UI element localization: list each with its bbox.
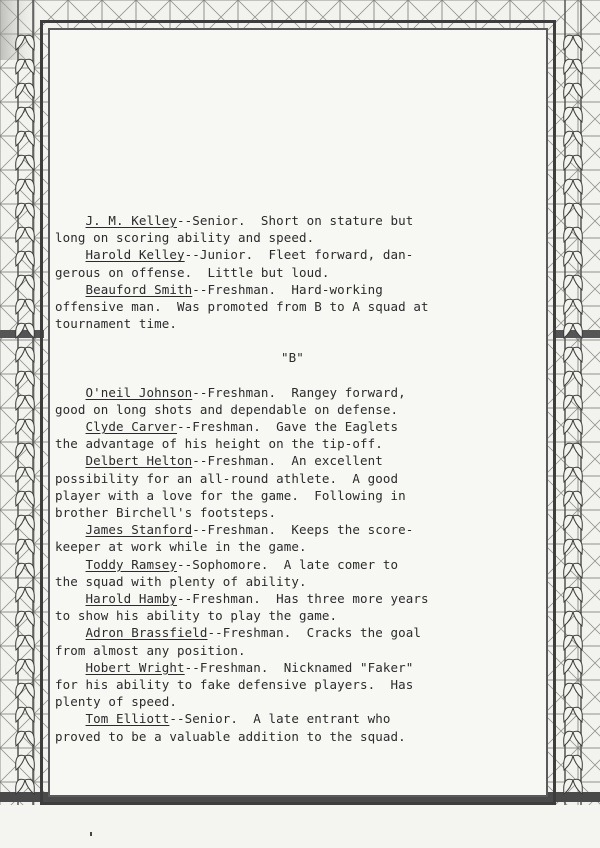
player-description-line: possibility for an all-round athlete. A good xyxy=(55,470,399,486)
leaf-ornament xyxy=(573,491,582,506)
leaf-ornament xyxy=(25,707,34,722)
leaf-ornament xyxy=(16,203,25,218)
player-name: Harold Kelley xyxy=(85,247,185,263)
leaf-ornament xyxy=(16,683,25,698)
player-description: --Senior. A late entrant who xyxy=(169,711,391,727)
player-entry xyxy=(55,212,530,229)
leaf-ornament xyxy=(25,323,34,338)
player-description-line: the advantage of his height on the tip-off. xyxy=(55,436,383,452)
player-description: --Freshman. Rangey forward, xyxy=(192,384,406,400)
leaf-ornament xyxy=(25,371,34,386)
player-name: Toddy Ramsey xyxy=(85,556,178,572)
leaf-ornament xyxy=(25,131,34,146)
leaf-ornament xyxy=(564,155,573,170)
leaf-ornament xyxy=(573,59,582,74)
leaf-ornament xyxy=(25,347,34,362)
leaf-ornament xyxy=(16,659,25,674)
player-entry xyxy=(55,521,530,538)
leaf-ornament xyxy=(564,779,573,794)
leaf-ornament xyxy=(16,83,25,98)
squad-a-list xyxy=(55,212,530,332)
player-description: --Freshman. Has three more years xyxy=(177,591,429,607)
leaf-ornament xyxy=(573,635,582,650)
leaf-ornament xyxy=(16,299,25,314)
leaf-ornament xyxy=(564,683,573,698)
leaf-ornament xyxy=(564,563,573,578)
leaf-ornament xyxy=(564,587,573,602)
player-description-line: long on scoring ability and speed. xyxy=(55,230,315,246)
player-name: Beauford Smith xyxy=(85,281,193,297)
leaf-ornament xyxy=(573,707,582,722)
leaf-ornament xyxy=(564,659,573,674)
leaf-ornament xyxy=(16,275,25,290)
player-entry xyxy=(55,624,530,641)
squad-b-list xyxy=(55,384,530,745)
leaf-ornament xyxy=(564,227,573,242)
leaf-ornament xyxy=(25,683,34,698)
leaf-ornament xyxy=(25,515,34,530)
leaf-ornament xyxy=(564,59,573,74)
player-description-line: from almost any position. xyxy=(55,642,246,658)
leaf-ornament xyxy=(16,563,25,578)
leaf-ornament xyxy=(16,347,25,362)
player-name: Hobert Wright xyxy=(85,659,185,675)
leaf-ornament xyxy=(25,467,34,482)
leaf-ornament xyxy=(25,275,34,290)
leaf-ornament xyxy=(564,83,573,98)
player-description: --Freshman. Nicknamed "Faker" xyxy=(184,659,414,675)
leaf-ornament xyxy=(25,395,34,410)
leaf-ornament xyxy=(16,515,25,530)
leaf-ornament xyxy=(25,731,34,746)
leaf-ornament xyxy=(16,227,25,242)
leaf-ornament xyxy=(573,659,582,674)
scan-mark xyxy=(90,832,92,836)
leaf-ornament xyxy=(564,323,573,338)
leaf-ornament xyxy=(16,107,25,122)
leaf-ornament xyxy=(16,323,25,338)
player-description: --Freshman. Hard-working xyxy=(192,281,383,297)
player-name: Adron Brassfield xyxy=(85,625,208,641)
player-description-line: offensive man. Was promoted from B to A squad at xyxy=(55,299,429,315)
leaf-ornament xyxy=(564,611,573,626)
player-description: --Freshman. Gave the Eaglets xyxy=(177,419,399,435)
player-description-line: proved to be a valuable addition to the squad. xyxy=(55,728,406,744)
leaf-ornament xyxy=(25,635,34,650)
leaf-ornament xyxy=(573,35,582,50)
leaf-ornament xyxy=(16,707,25,722)
player-description-line: tournament time. xyxy=(55,316,178,332)
player-description-line: gerous on offense. Little but loud. xyxy=(55,264,330,280)
leaf-ornament xyxy=(16,443,25,458)
leaf-ornament xyxy=(25,227,34,242)
player-name: J. M. Kelley xyxy=(85,213,178,228)
leaf-ornament xyxy=(25,107,34,122)
leaf-ornament xyxy=(564,107,573,122)
leaf-ornament xyxy=(573,419,582,434)
leaf-ornament xyxy=(25,251,34,266)
leaf-ornament xyxy=(573,131,582,146)
leaf-ornament xyxy=(16,395,25,410)
leaf-ornament xyxy=(573,371,582,386)
leaf-ornament xyxy=(25,587,34,602)
leaf-ornament xyxy=(25,755,34,770)
leaf-ornament xyxy=(25,35,34,50)
leaf-ornament xyxy=(16,635,25,650)
leaf-ornament xyxy=(573,731,582,746)
roster-text xyxy=(55,212,530,745)
player-description-line: for his ability to fake defensive players. Has xyxy=(55,677,414,693)
leaf-ornament xyxy=(564,755,573,770)
leaf-ornament xyxy=(573,107,582,122)
player-name: James Stanford xyxy=(85,522,193,538)
player-description: --Senior. Short on stature but xyxy=(177,213,414,228)
leaf-ornament xyxy=(16,491,25,506)
leaf-ornament xyxy=(573,467,582,482)
leaf-ornament xyxy=(564,251,573,266)
player-description-line: player with a love for the game. Following in xyxy=(55,487,406,503)
leaf-ornament xyxy=(573,611,582,626)
leaf-ornament xyxy=(573,323,582,338)
player-name: Tom Elliott xyxy=(85,711,170,727)
leaf-ornament xyxy=(564,179,573,194)
leaf-ornament xyxy=(573,203,582,218)
leaf-ornament xyxy=(16,179,25,194)
leaf-ornament xyxy=(25,563,34,578)
leaf-ornament xyxy=(25,419,34,434)
player-name: Harold Hamby xyxy=(85,591,178,607)
leaf-ornament xyxy=(564,395,573,410)
leaf-ornament xyxy=(573,587,582,602)
leaf-ornament xyxy=(564,35,573,50)
player-entry xyxy=(55,418,530,435)
leaf-ornament xyxy=(16,371,25,386)
leaf-ornament xyxy=(16,155,25,170)
leaf-ornament xyxy=(25,611,34,626)
leaf-ornament xyxy=(564,515,573,530)
player-description: --Junior. Fleet forward, dan- xyxy=(184,247,414,263)
player-entry xyxy=(55,452,530,469)
section-b-heading: "B" xyxy=(281,350,304,366)
leaf-ornament xyxy=(25,299,34,314)
leaf-ornament xyxy=(573,395,582,410)
leaf-ornament xyxy=(564,275,573,290)
leaf-ornament xyxy=(25,659,34,674)
page-bottom-margin xyxy=(0,805,600,848)
player-entry xyxy=(55,590,530,607)
player-entry xyxy=(55,556,530,573)
player-description-line: good on long shots and dependable on defense. xyxy=(55,401,399,417)
player-entry xyxy=(55,710,530,727)
leaf-ornament xyxy=(564,539,573,554)
leaf-ornament xyxy=(25,179,34,194)
player-entry xyxy=(55,659,530,676)
leaf-ornament xyxy=(573,443,582,458)
leaf-ornament xyxy=(16,731,25,746)
leaf-ornament xyxy=(25,83,34,98)
player-name: O'neil Johnson xyxy=(85,384,193,400)
leaf-ornament xyxy=(573,179,582,194)
player-description: --Freshman. Keeps the score- xyxy=(192,522,414,538)
leaf-ornament xyxy=(25,59,34,74)
player-description-line: to show his ability to play the game. xyxy=(55,608,338,624)
leaf-ornament xyxy=(573,83,582,98)
player-description-line: keeper at work while in the game. xyxy=(55,539,307,555)
leaf-ornament xyxy=(573,683,582,698)
leaf-ornament xyxy=(573,779,582,794)
leaf-ornament xyxy=(573,251,582,266)
player-entry xyxy=(55,384,530,401)
leaf-ornament xyxy=(564,635,573,650)
leaf-ornament xyxy=(564,731,573,746)
leaf-ornament xyxy=(573,755,582,770)
player-description-line: plenty of speed. xyxy=(55,694,178,710)
leaf-ornament xyxy=(25,491,34,506)
player-description: --Sophomore. A late comer to xyxy=(177,556,399,572)
player-name: Delbert Helton xyxy=(85,453,193,469)
leaf-ornament xyxy=(564,371,573,386)
player-description: --Freshman. An excellent xyxy=(192,453,383,469)
leaf-ornament xyxy=(573,563,582,578)
player-description-line: brother Birchell's footsteps. xyxy=(55,505,277,521)
leaf-ornament xyxy=(16,539,25,554)
player-description: --Freshman. Cracks the goal xyxy=(207,625,422,641)
leaf-ornament xyxy=(16,611,25,626)
leaf-ornament xyxy=(564,467,573,482)
leaf-ornament xyxy=(573,347,582,362)
leaf-ornament xyxy=(25,779,34,794)
leaf-ornament xyxy=(564,347,573,362)
leaf-ornament xyxy=(564,707,573,722)
leaf-ornament xyxy=(25,155,34,170)
player-entry xyxy=(55,281,530,298)
player-description-line: the squad with plenty of ability. xyxy=(55,573,307,589)
leaf-ornament xyxy=(573,275,582,290)
leaf-ornament xyxy=(16,587,25,602)
leaf-ornament xyxy=(564,443,573,458)
leaf-ornament xyxy=(16,419,25,434)
leaf-ornament xyxy=(564,203,573,218)
leaf-ornament xyxy=(573,155,582,170)
leaf-ornament xyxy=(16,35,25,50)
leaf-ornament xyxy=(564,299,573,314)
leaf-ornament xyxy=(573,227,582,242)
leaf-ornament xyxy=(16,779,25,794)
leaf-ornament xyxy=(16,467,25,482)
leaf-ornament xyxy=(573,539,582,554)
leaf-ornament xyxy=(564,131,573,146)
leaf-ornament xyxy=(564,491,573,506)
player-entry xyxy=(55,246,530,263)
leaf-ornament xyxy=(25,443,34,458)
leaf-ornament xyxy=(25,539,34,554)
leaf-ornament xyxy=(16,755,25,770)
leaf-ornament xyxy=(573,299,582,314)
leaf-ornament xyxy=(25,203,34,218)
leaf-ornament xyxy=(16,251,25,266)
player-name: Clyde Carver xyxy=(85,419,178,435)
leaf-ornament xyxy=(573,515,582,530)
leaf-ornament xyxy=(16,131,25,146)
leaf-ornament xyxy=(564,419,573,434)
leaf-ornament xyxy=(16,59,25,74)
